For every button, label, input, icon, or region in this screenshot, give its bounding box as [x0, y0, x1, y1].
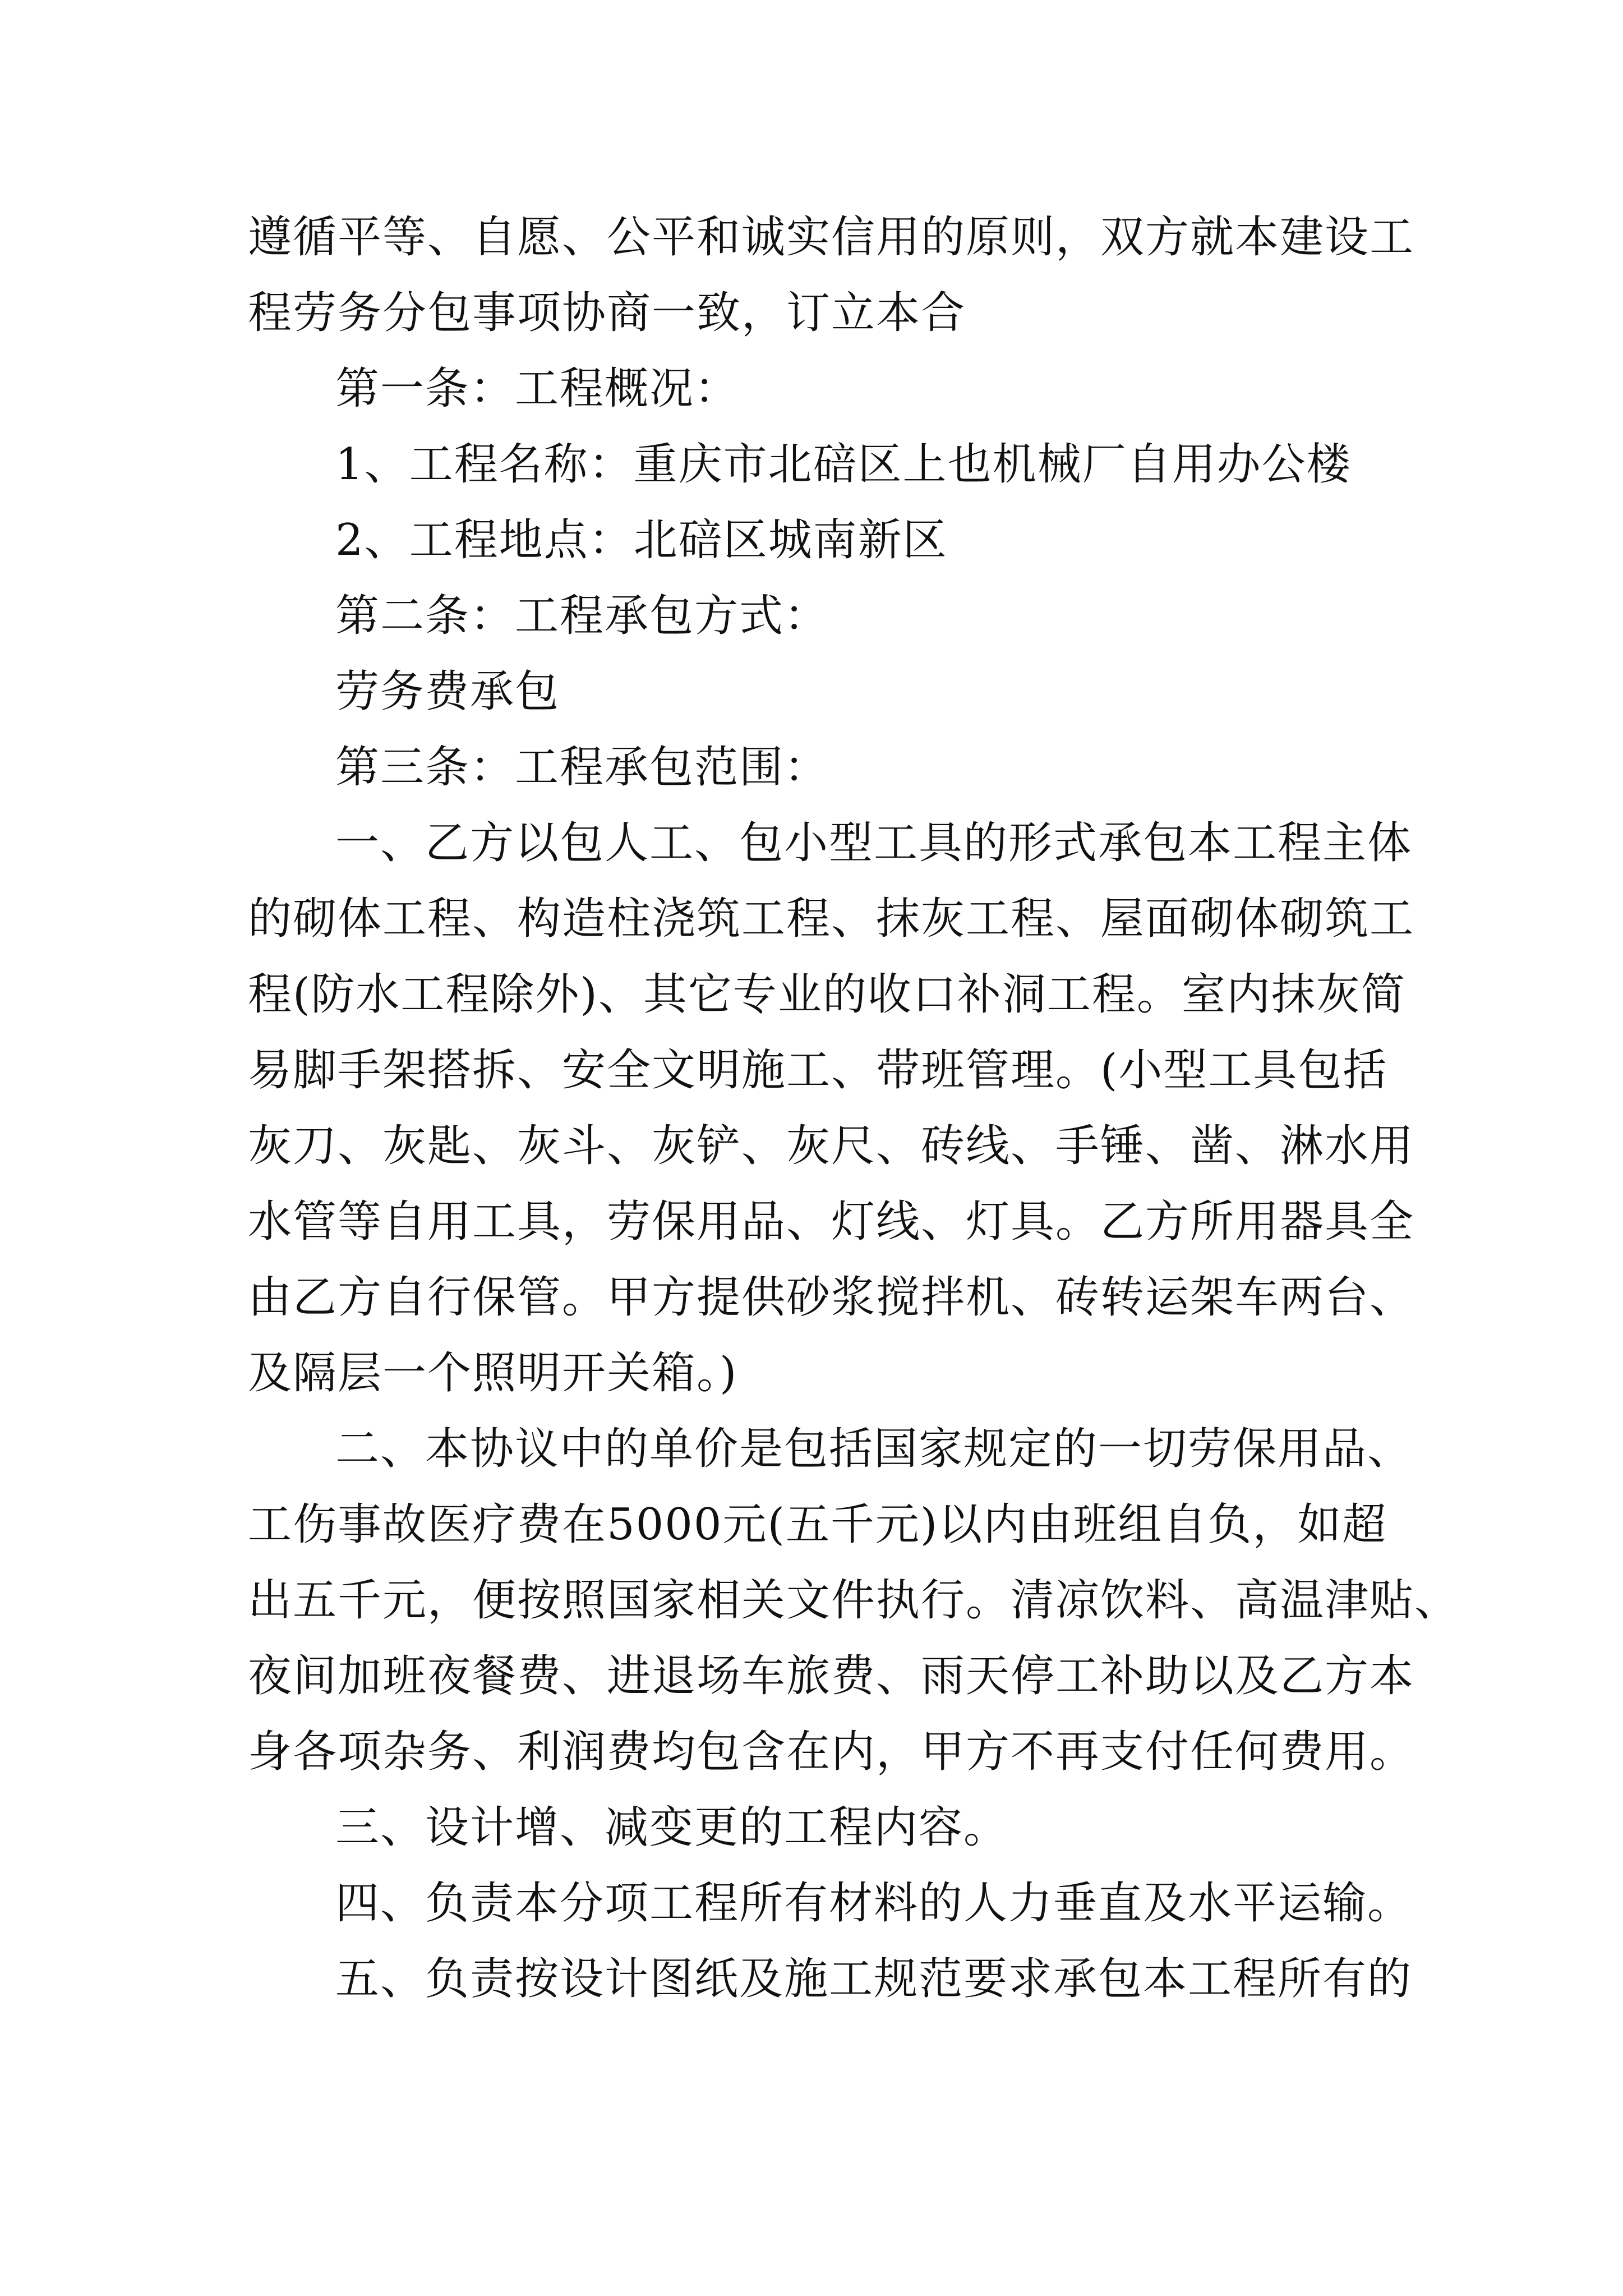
text-line: 二、本协议中的单价是包括国家规定的一切劳保用品、: [335, 1424, 1413, 1474]
text-line: 四、负责本分项工程所有材料的人力垂直及水平运输。: [335, 1878, 1413, 1929]
text-line: 程(防水工程除外)、其它专业的收口补洞工程。室内抹灰简: [248, 969, 1406, 1020]
section-heading: 第一条：工程概况：: [335, 364, 740, 414]
text-line: 1、工程名称：重庆市北碚区上也机械厂自用办公楼: [335, 439, 1352, 490]
text-line: 的砌体工程、构造柱浇筑工程、抹灰工程、屋面砌体砌筑工: [248, 894, 1415, 944]
text-line: 程劳务分包事项协商一致，订立本合: [248, 288, 966, 338]
section-heading: 第二条：工程承包方式：: [335, 591, 829, 641]
text-line: 五、负责按设计图纸及施工规范要求承包本工程所有的: [335, 1954, 1413, 2004]
text-line: 劳务费承包: [335, 666, 560, 717]
text-line: 由乙方自行保管。甲方提供砂浆搅拌机、砖转运架车两台、: [248, 1272, 1415, 1323]
text-line: 身各项杂务、利润费均包含在内，甲方不再支付任何费用。: [248, 1727, 1415, 1777]
text-line: 夜间加班夜餐费、进退场车旅费、雨天停工补助以及乙方本: [248, 1651, 1415, 1701]
text-line: 遵循平等、自愿、公平和诚实信用的原则，双方就本建设工: [248, 212, 1415, 263]
text-line: 2、工程地点：北碚区城南新区: [335, 515, 948, 565]
text-line: 一、乙方以包人工、包小型工具的形式承包本工程主体: [335, 818, 1413, 868]
text-line: 灰刀、灰匙、灰斗、灰铲、灰尺、砖线、手锤、凿、淋水用: [248, 1121, 1415, 1171]
section-heading: 第三条：工程承包范围：: [335, 742, 829, 793]
text-line: 水管等自用工具，劳保用品、灯线、灯具。乙方所用器具全: [248, 1197, 1415, 1247]
text-line: 出五千元，便按照国家相关文件执行。清凉饮料、高温津贴、: [248, 1575, 1460, 1626]
text-line: 易脚手架搭拆、安全文明施工、带班管理。(小型工具包括: [248, 1045, 1388, 1096]
text-line: 及隔层一个照明开关箱。): [248, 1348, 738, 1398]
text-line: 三、设计增、减变更的工程内容。: [335, 1802, 1009, 1853]
text-line: 工伤事故医疗费在5000元(五千元)以内由班组自负，如超: [248, 1499, 1387, 1550]
